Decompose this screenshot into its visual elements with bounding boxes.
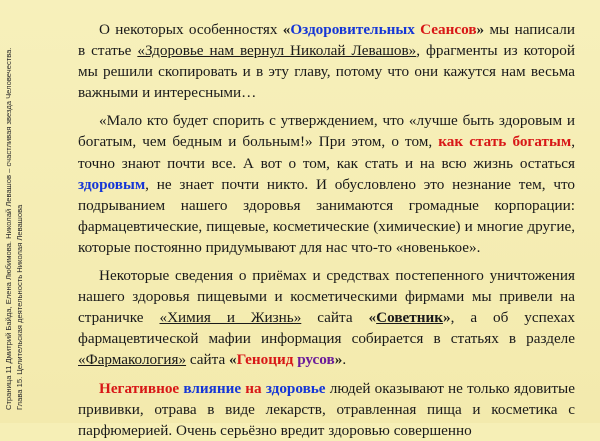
article-link[interactable]: «Здоровье нам вернул Николай Левашов» <box>137 42 417 60</box>
highlight-red: Сеансов <box>420 21 477 38</box>
quote-mark: « <box>282 21 291 38</box>
pharmacology-link[interactable]: «Фармакология» <box>78 351 187 369</box>
highlight-blue: здоровье <box>265 379 326 397</box>
sidebar-line-1: Страница 11 Дмитрий Байда, Елена Любимова. Николай Левашов – счастливая звезда Человечества. <box>4 47 13 410</box>
sidebar-line-2: Глава 15. Целительская деятельность Николая Левашова <box>14 204 24 410</box>
highlight-blue: Оздоровительных <box>290 21 415 38</box>
quote-mark: » <box>334 351 343 369</box>
highlight-red: на <box>245 379 262 397</box>
text: , точно знают почти все. А вот о том, как стать и на всю жизнь остаться <box>78 133 575 172</box>
text: , а об успехах фармацевтической мафии информация собирается в статьях в разделе <box>78 309 575 348</box>
highlight-red: Геноцид <box>236 351 294 369</box>
highlight-blue: влияние <box>183 379 242 397</box>
highlight-red: Негативное <box>99 379 180 397</box>
text: О некоторых особенностях <box>99 21 283 38</box>
page-sidebar <box>4 0 38 423</box>
highlight-purple: русов <box>297 351 335 369</box>
text: сайта <box>301 309 369 327</box>
paragraph-gap <box>78 371 575 378</box>
text: , фрагменты из которой мы решили скопировать и в эту главу, потому что они кажутся нам весьма важными и интересными… <box>78 42 575 102</box>
article-body <box>78 19 575 441</box>
quote-mark: « <box>229 351 237 369</box>
paragraph-4 <box>78 378 575 441</box>
highlight-red: как стать богатым <box>438 133 572 151</box>
text: сайта <box>186 351 230 369</box>
text: мы написали в статье <box>78 21 575 60</box>
paragraph-gap <box>78 258 575 265</box>
paragraph-2 <box>78 110 575 258</box>
quote-mark: » <box>476 21 485 38</box>
chemistry-life-link[interactable]: «Химия и Жизнь» <box>159 309 302 327</box>
paragraph-gap <box>78 103 575 110</box>
text: людей оказывают не только ядовитые прививки, отрава в виде лекарств, отравленная пища и косметика с парфюмерией. Очень серьёзно вредит здоровью совершенно <box>78 379 576 439</box>
text: , не знает почти никто. И обусловлено это незнание тем, что подрыванием нашего здоровья занимаются громадные корпорации: фармацевтические, пищевые, косметические (химические) и многие другие, которые постоянно придумывают для нас что-то «новенькое». <box>78 175 575 256</box>
text: «Мало кто будет спорить с утверждением, что «лучше быть здоровым и богатым, чем бедным и больным!» При этом, о том, <box>78 112 575 151</box>
highlight-blue: здоровым <box>78 175 146 193</box>
quote-mark: » <box>442 309 451 327</box>
text: Некоторые сведения о приёмах и средствах постепенного уничтожения нашего здоровья пищевыми и косметическими фирмами мы привели на страничке <box>78 267 575 327</box>
quote-mark: « <box>368 309 377 327</box>
paragraph-1 <box>78 19 575 103</box>
text: . <box>342 351 347 369</box>
sovetnik-link[interactable]: Советник <box>376 309 443 327</box>
paragraph-3 <box>78 265 575 370</box>
sidebar-text <box>4 0 38 410</box>
